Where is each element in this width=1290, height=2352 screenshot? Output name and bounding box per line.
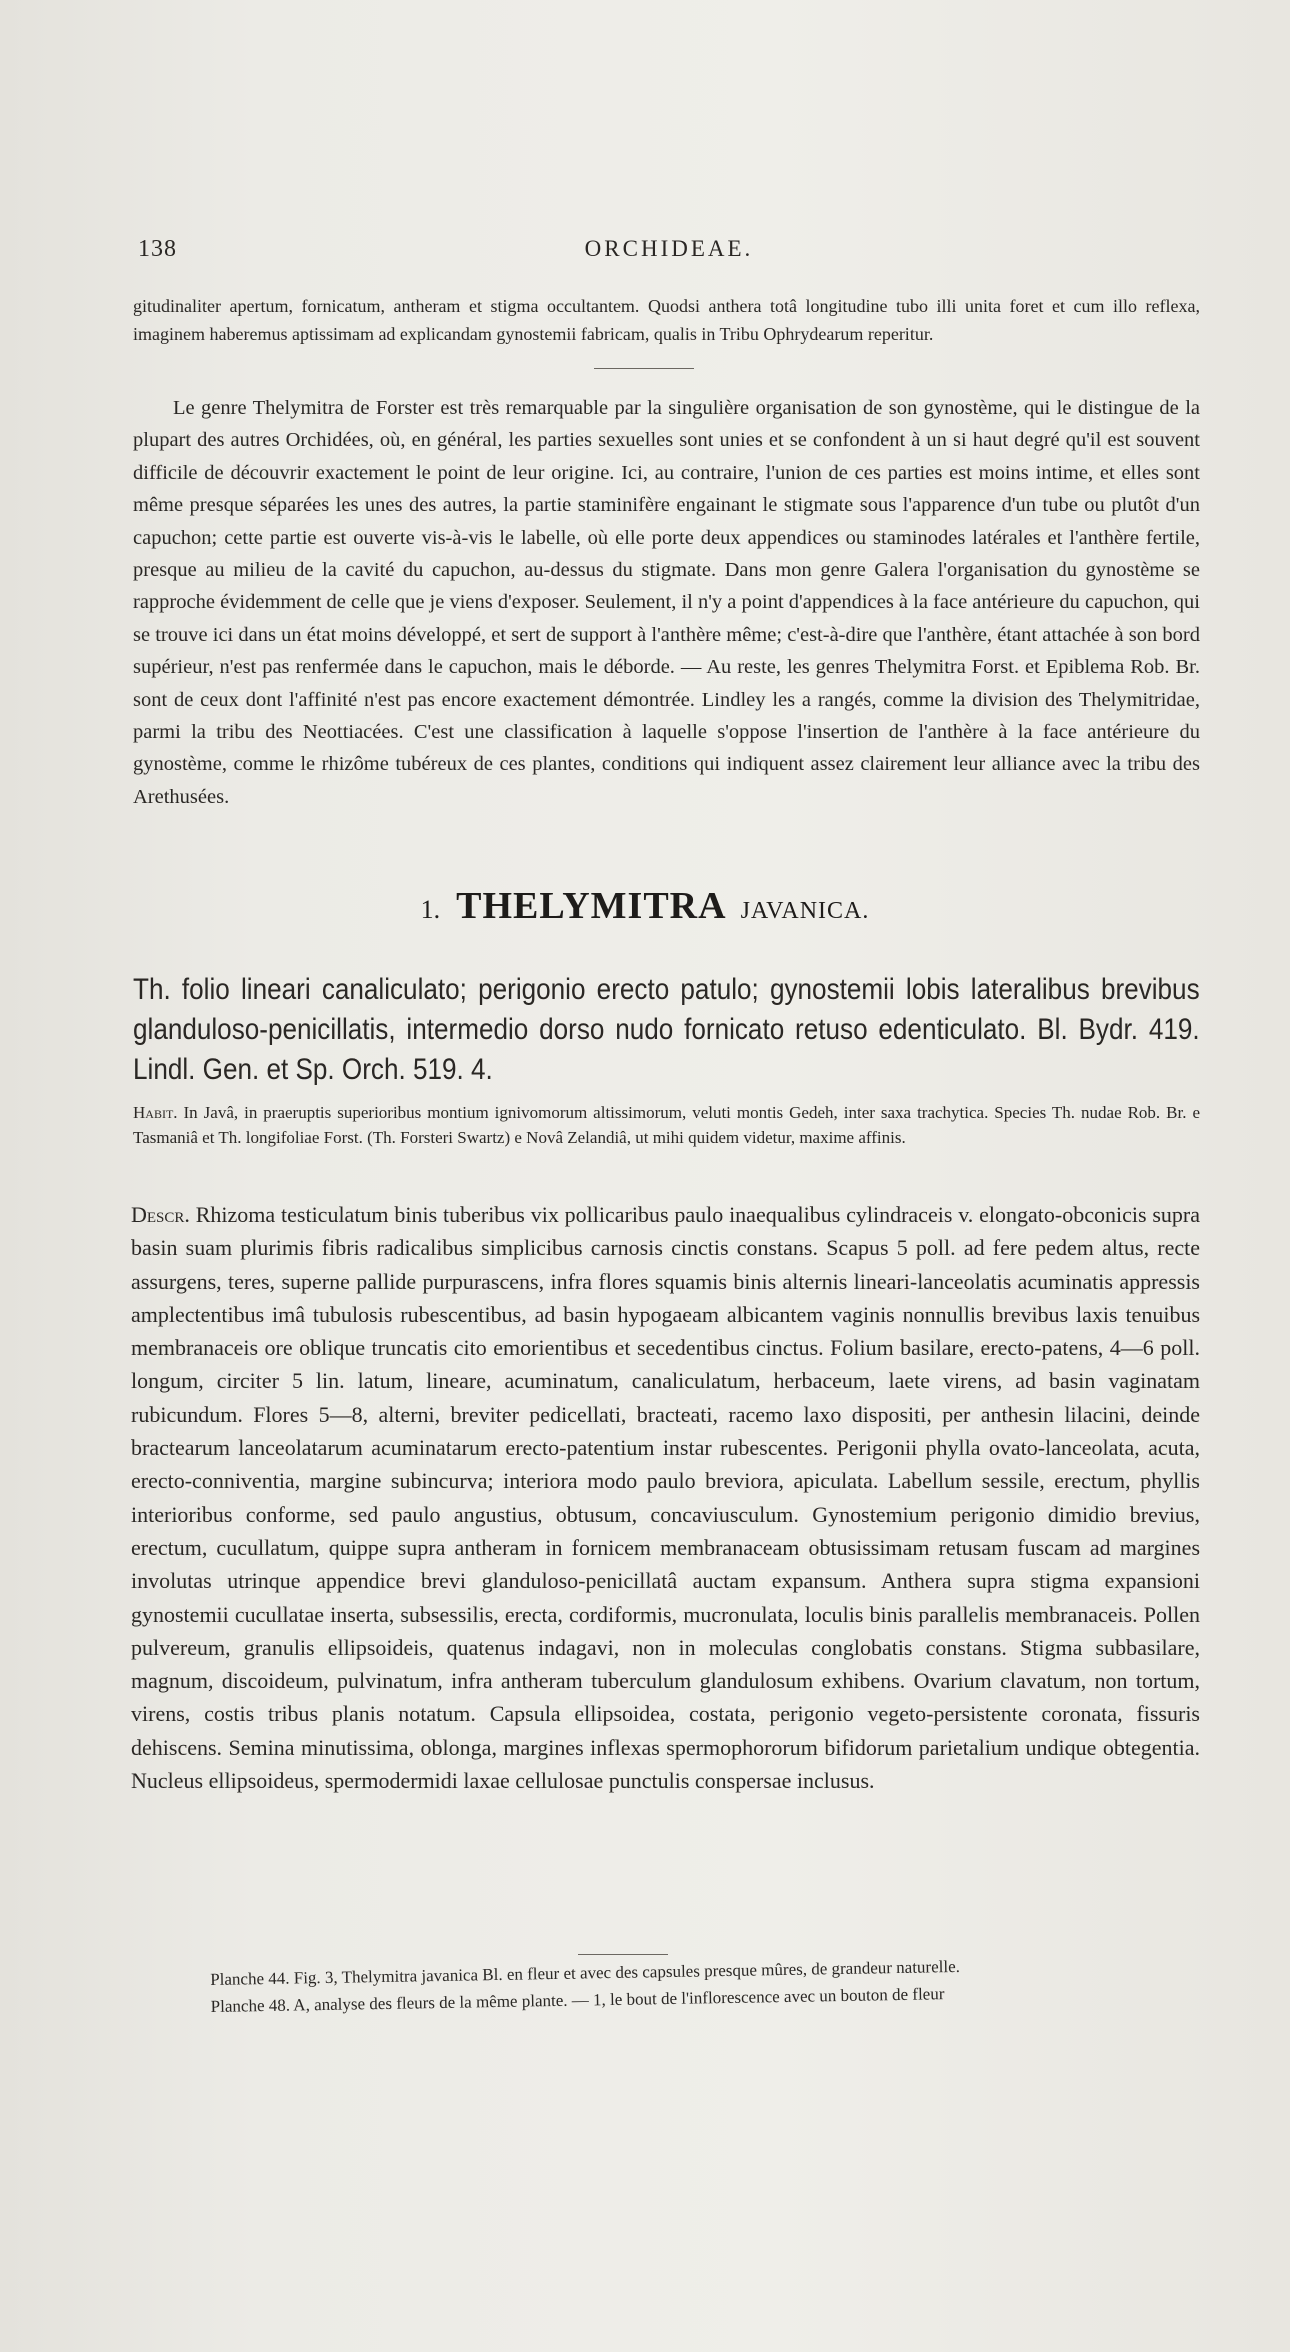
species-number: 1. bbox=[420, 895, 441, 924]
running-title: ORCHIDEAE. bbox=[584, 236, 754, 261]
french-commentary bbox=[133, 392, 1200, 813]
plates-divider bbox=[578, 1954, 668, 1955]
french-paragraph: Le genre Thelymitra de Forster est très remarquable par la singulière organisation de son gynostème, qui le distingue de la plupart des autres Orchidées, où, en général, les parties sexuelles sont unies et se confondent à un si haut degré qu'il est souvent difficile de découvrir exactement le point de leur origine. Ici, au contraire, l'union de ces parties est moins intime, et elles sont même presque séparées les unes des autres, la partie staminifère engainant le stigmate sous l'apparence d'un tube ou plutôt d'un capuchon; cette partie est ouverte vis-à-vis le labelle, où elle porte deux appendices ou staminodes latérales et l'anthère fertile, presque au milieu de la cavité du capuchon, au-dessus du stigmate. Dans mon genre Galera l'organisation du gynostème se rapproche évidemment de celle que je viens d'exposer. Seulement, il n'y a point d'appendices à la face antérieure du capuchon, qui se trouve ici dans un état moins développé, et sert de support à l'anthère même; c'est-à-dire que l'anthère, étant attachée à son bord supérieur, n'est pas renfermée dans le capuchon, mais le déborde. — Au reste, les genres Thelymitra Forst. et Epiblema Rob. Br. sont de ceux dont l'affinité n'est pas encore exactement démontrée. Lindley les a rangés, comme la division des Thelymitridae, parmi la tribu des Neottiacées. C'est une classification à laquelle s'oppose l'insertion de l'anthère à la face antérieure du gynostème, comme le rhizôme tubéreux de ces plantes, conditions qui indiquent assez clairement leur alliance avec la tribu des Arethusées. bbox=[133, 397, 1200, 808]
description-section bbox=[131, 1198, 1200, 1797]
species-heading bbox=[0, 884, 1290, 928]
section-divider bbox=[594, 368, 694, 369]
plate-reference-line: Planche 48. A, analyse des fleurs de la même plante. — 1, le bout de l'inflorescence avec un bouton de fleur bbox=[210, 1984, 945, 2016]
description-text: Rhizoma testiculatum binis tuberibus vix pollicaribus paulo inaequalibus cylindraceis v. elongato-obconicis supra basin suam plurimis fibris radicalibus simplicibus carnosis cinctis constans. Scapus 5 poll. ad fere pedem altus, recte assurgens, teres, superne pallide purpurascens, infra flores squamis binis alternis lineari-lanceolatis acuminatis appressis amplectentibus imâ tubulosis rubescentibus, ad basin hypogaeam albicantem vaginis nonnullis brevibus laxis tenuibus membranaceis ore oblique truncatis cito emorientibus et secedentibus cinctus. Folium basilare, erecto-patens, 4—6 poll. longum, circiter 5 lin. latum, lineare, acuminatum, canaliculatum, herbaceum, laete virens, ad basin vaginatam rubicundum. Flores 5—8, alterni, breviter pedicellati, bracteati, racemo laxo dispositi, per anthesin lilacini, deinde bractearum lanceolatarum acuminatarum erecto-patentium instar rubescentes. Perigonii phylla ovato-lanceolata, acuta, erecto-conniventia, margine subincurva; interiora modo paulo breviora, apiculata. Labellum sessile, erectum, phyllis interioribus conforme, sed paulo angustius, obtusum, concaviusculum. Gynostemium perigonio dimidio brevius, erectum, cucullatum, quippe supra antheram in fornicem membranaceam obtusissimam retusam fuscam ad margines involutas utrinque appendice brevi glanduloso-penicillatâ auctam expansum. Anthera supra stigma expansioni gynostemii cucullatae inserta, subsessilis, erecta, cordiformis, mucronulata, loculis binis parallelis membranaceis. Pollen pulvereum, granulis ellipsoideis, quatenus indagavi, non in moleculas conglobatis constans. Stigma subbasilare, magnum, discoideum, pulvinatum, infra antheram tuberculum glandulosum exhibens. Ovarium clavatum, non tortum, virens, costis tribus planis notatum. Capsula ellipsoidea, costata, perigonio vegeto-persistente coronata, fissuris dehiscens. Semina minutissima, oblonga, margines inflexas spermophororum bifidorum parietalium undique obtegentia. Nucleus ellipsoideus, spermodermidi laxae cellulosae punctulis conspersae inclusus. bbox=[131, 1202, 1201, 1794]
habitat-text: In Javâ, in praeruptis superioribus montium ignivomorum altissimorum, veluti montis Gedeh, inter saxa trachytica. Species Th. nudae Rob. Br. e Tasmaniâ et Th. longifoliae Forst. (Th. Forsteri Swartz) e Novâ Zelandiâ, ut mihi quidem videtur, maxime affinis. bbox=[133, 1103, 1200, 1147]
page-number: 138 bbox=[138, 236, 177, 262]
plate-references bbox=[210, 1949, 1191, 2020]
habitat-label: Habit. bbox=[133, 1103, 178, 1122]
intro-latin-text: gitudinaliter apertum, fornicatum, antheram et stigma occultantem. Quodsi anthera totâ longitudine tubo illi unita foret et cum illo reflexa, imaginem haberemus aptissimam ad explicandam gynostemii fabricam, qualis in Tribu Ophrydearum reperitur. bbox=[133, 296, 1200, 344]
species-diagnosis: Th. folio lineari canaliculato; perigonio erecto patulo; gynostemii lobis lateralibus brevibus glanduloso-penicillatis, intermedio dorso nudo fornicato retuso edenticulato. Bl. Bydr. 419. Lindl. Gen. et Sp. Orch. 519. 4. bbox=[133, 973, 1200, 1086]
habitat-note bbox=[133, 1100, 1200, 1150]
description-label: Descr. bbox=[131, 1202, 190, 1227]
plate-reference-line: Planche 44. Fig. 3, Thelymitra javanica Bl. en fleur et avec des capsules presque mûres, de grandeur naturelle. bbox=[210, 1956, 961, 1989]
species-genus: THELYMITRA bbox=[456, 885, 727, 927]
species-epithet: JAVANICA. bbox=[740, 898, 870, 924]
